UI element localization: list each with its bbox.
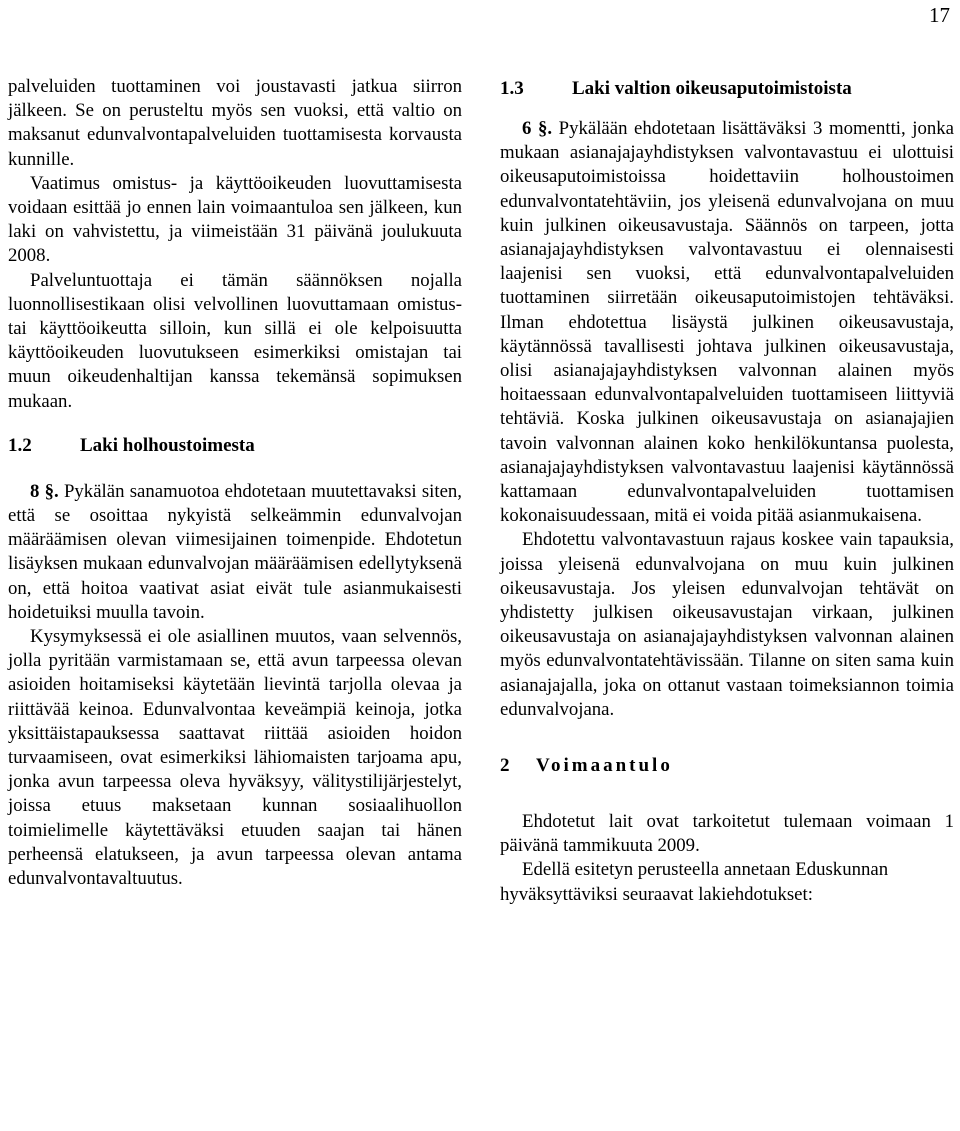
paragraph: Ehdotettu valvontavastuun rajaus koskee vain tapauksia, joissa yleisenä edunvalvojana on muu kuin julkinen oikeusavustaja. Jos yleisen edunvalvojan tehtävät on yhdistetty julkisen oikeusavustajan virkaan, julkinen oikeusavustaja on asianajajayhdistyksen valvonnan alainen myös edunvalvontatehtävissään. Tilanne on siten sama kuin asianajajalla, joka on ottanut vastaan toimeksiannon toimia edunvalvojana.	[500, 529, 954, 720]
paragraph	[8, 480, 462, 625]
section-sign-label: 6 §.	[522, 118, 553, 139]
heading-title: Laki holhoustoimesta	[80, 434, 255, 456]
paragraph: Vaatimus omistus- ja käyttöoikeuden luovuttamisesta voidaan esittää jo ennen lain voimaantuloa sen jälkeen, kun laki on vahvistettu, ja viimeistään 31 päivänä joulukuuta 2008.	[8, 172, 462, 267]
section-heading-2	[500, 754, 954, 778]
paragraph: Edellä esitetyn perusteella annetaan Eduskunnan hyväksyttäviksi seuraavat lakiehdotukset:	[500, 859, 889, 905]
heading-title: Laki valtion oikeusaputoimistoista	[572, 78, 852, 99]
paragraph	[500, 117, 954, 528]
section-heading-1-2	[8, 434, 462, 458]
section-heading-1-3	[500, 77, 954, 101]
section-sign-label: 8 §.	[30, 480, 59, 502]
heading-number: 2	[500, 755, 510, 777]
paragraph-text: Pykälän sanamuotoa ehdotetaan muutettavaksi siten, että se osoittaa nykyistä selkeämmin edunvalvojan määräämisen olevan viimesijainen toimenpide. Ehdotetun lisäyksen mukaan edunvalvojan määräämisen edellytyksenä on, että hoitoa vaativat asiat eivät tule asianmukaisesti hoidetuiksi muulla tavoin.	[8, 480, 462, 623]
heading-number: 1.2	[8, 434, 32, 456]
paragraph: Kysymyksessä ei ole asiallinen muutos, vaan selvennös, jolla pyritään varmistamaan se, että avun tarpeessa olevan asioiden hoitamiseksi käytetään lievintä tarjolla olevaa ja riittävää keinoa. Edunvalvontaa keveämpiä keinoja, jotka yksittäistapauksessa saattavat riittää asioiden hoidon turvaamiseen, ovat esimerkiksi lähiomaisten tarjoama apu, jonka avun tarpeessa oleva hyväksyy, välitystilijärjestelyt, joissa etuus maksetaan kunnan sosiaalihuollon toimielimelle käytettäväksi etuuden saajan tai hänen perheensä elatukseen, ja avun tarpeessa olevan antama edunvalvontavaltuutus.	[8, 626, 462, 890]
left-column	[8, 75, 462, 891]
paragraph: Ehdotetut lait ovat tarkoitetut tulemaan voimaan 1 päivänä tammikuuta 2009.	[500, 811, 954, 857]
paragraph-text: Pykälään ehdotetaan lisättäväksi 3 momentti, jonka mukaan asianajajayhdistyksen valvontavastuu ei ulottuisi oikeusaputoimistoissa hoidettaviin holhoustoimen edunvalvontatehtäviin, jos yleisenä edunvalvojana on muu kuin julkinen oikeusavustaja. Säännös on tarpeen, jotta asianajajayhdistyksen valvontavastuu ei olennaisesti laajenisi sen vuoksi, että edunvalvontapalveluiden tuottaminen siirretään oikeusaputoimistojen tehtäväksi. Ilman ehdotettua lisäystä julkinen oikeusavustaja, käytännössä tavallisesti johtava julkinen oikeusavustaja, olisi asianajajayhdistyksen valvonnan alainen myös hoitaessaan edunvalvontapalveluiden tuottamiseen liittyviä tehtäviä. Koska julkinen oikeusavustaja on asianajajien tavoin valvonnan alainen koko henkilökuntansa puolesta, asianajajayhdistyksen valvontavastuu laajenisi käytännössä kattamaan edunvalvontapalveluiden tuottamisen kokonaisuudessaan, mitä ei voida pitää asianmukaisena.	[500, 118, 954, 527]
heading-title: Voimaantulo	[536, 755, 673, 777]
right-column	[500, 75, 954, 907]
page-number: 17	[929, 3, 950, 27]
paragraph: Palveluntuottaja ei tämän säännöksen nojalla luonnollisestikaan olisi velvollinen luovuttamaan omistus- tai käyttöoikeutta silloin, kun sillä ei ole kelpoisuutta käyttöoikeuden luovutukseen esimerkiksi omistajan tai muun oikeudenhaltijan kanssa tekemänsä sopimuksen mukaan.	[8, 269, 462, 412]
paragraph: palveluiden tuottaminen voi joustavasti jatkua siirron jälkeen. Se on perusteltu myös sen vuoksi, että valtio on maksanut edunvalvontapalveluiden tuottamisesta korvausta kunnille.	[8, 76, 462, 170]
heading-number: 1.3	[500, 78, 524, 99]
